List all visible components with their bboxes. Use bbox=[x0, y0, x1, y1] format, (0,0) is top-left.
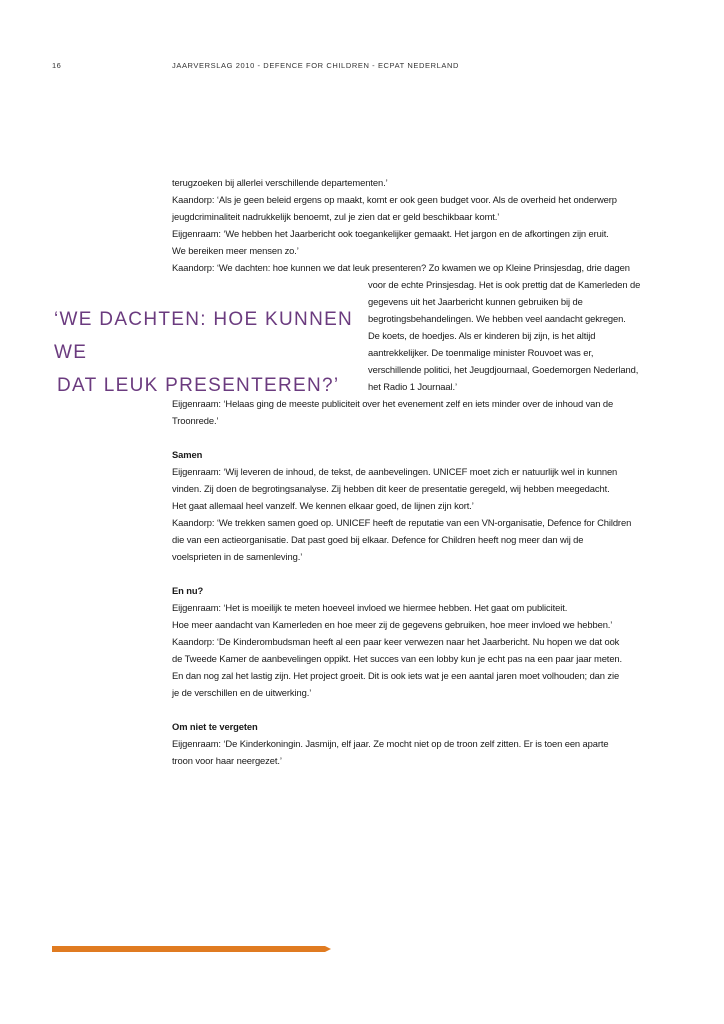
paragraph-line: En dan nog zal het lastig zijn. Het project groeit. Dit is ook iets wat je een aantal jaren moet volhouden; dan zie bbox=[172, 670, 620, 681]
section-samen bbox=[172, 446, 682, 565]
paragraph-line: aantrekkelijker. De toenmalige minister Rouvoet was er, bbox=[368, 347, 594, 358]
paragraph-line: Eijgenraam: ‘De Kinderkoningin. Jasmijn, elf jaar. Ze mocht niet op de troon zelf zitten. Er is toen een aparte bbox=[172, 738, 609, 749]
paragraph-line: die van een actieorganisatie. Dat past goed bij elkaar. Defence for Children heeft nog meer dan wij de bbox=[172, 534, 584, 545]
paragraph-line: gegevens uit het Jaarbericht kunnen gebruiken bij de bbox=[368, 296, 583, 307]
paragraph-line: het Radio 1 Journaal.’ bbox=[368, 381, 458, 392]
page-number: 16 bbox=[52, 61, 62, 70]
paragraph-line: verschillende politici, het Jeugdjournaal, Goedemorgen Nederland, bbox=[368, 364, 639, 375]
intro-text-block bbox=[172, 174, 672, 276]
section-heading: En nu? bbox=[172, 585, 204, 596]
paragraph-line: Eijgenraam: ‘Wij leveren de inhoud, de tekst, de aanbevelingen. UNICEF moet zich er natuurlijk wel in kunnen bbox=[172, 466, 618, 477]
paragraph-line: Kaandorp: ‘Als je geen beleid ergens op maakt, komt er ook geen budget voor. Als de overheid het onderwerp bbox=[172, 194, 617, 205]
section-heading: Samen bbox=[172, 449, 203, 460]
paragraph-line: Eijgenraam: ‘Het is moeilijk te meten hoeveel invloed we hiermee hebben. Het gaat om publiciteit. bbox=[172, 602, 568, 613]
pull-quote-line-2: DAT LEUK PRESENTEREN?’ bbox=[57, 375, 340, 396]
section-heading: Om niet te vergeten bbox=[172, 721, 258, 732]
paragraph-line: jeugdcriminaliteit nadrukkelijk benoemt, zul je zien dat er geld beschikbaar komt.’ bbox=[172, 211, 500, 222]
paragraph-line: Eijgenraam: ‘We hebben het Jaarbericht ook toegankelijker gemaakt. Het jargon en de afkortingen zijn eruit. bbox=[172, 228, 609, 239]
section-en-nu bbox=[172, 582, 682, 701]
paragraph-line: troon voor haar neergezet.’ bbox=[172, 755, 282, 766]
mid-text-block bbox=[368, 276, 678, 395]
paragraph-line: voor de echte Prinsjesdag. Het is ook prettig dat de Kamerleden de bbox=[368, 279, 641, 290]
paragraph-line: Kaandorp: ‘We trekken samen goed op. UNICEF heeft de reputatie van een VN-organisatie, Defence for Children bbox=[172, 517, 632, 528]
paragraph-line: We bereiken meer mensen zo.’ bbox=[172, 245, 299, 256]
paragraph-line: je de verschillen en de uitwerking.’ bbox=[172, 687, 312, 698]
paragraph-line: Het gaat allemaal heel vanzelf. We kennen elkaar goed, de lijnen zijn kort.’ bbox=[172, 500, 474, 511]
paragraph-line: voelsprieten in de samenleving.’ bbox=[172, 551, 303, 562]
paragraph-line: de Tweede Kamer de aanbevelingen oppikt. Het succes van een lobby kun je echt pas na een paar jaar meten. bbox=[172, 653, 623, 664]
running-header: JAARVERSLAG 2010 - DEFENCE FOR CHILDREN - ECPAT NEDERLAND bbox=[172, 61, 460, 70]
section-om-niet-te-vergeten bbox=[172, 718, 682, 769]
footer-accent-bar bbox=[52, 946, 325, 952]
paragraph-line: Eijgenraam: ‘Helaas ging de meeste publiciteit over het evenement zelf en iets minder over de inhoud van de bbox=[172, 398, 614, 409]
paragraph-line: Hoe meer aandacht van Kamerleden en hoe meer zij de gegevens gebruiken, hoe meer invloed we hebben.’ bbox=[172, 619, 613, 630]
paragraph-line: De koets, de hoedjes. Als er kinderen bij zijn, is het altijd bbox=[368, 330, 596, 341]
paragraph-line: Troonrede.’ bbox=[172, 415, 219, 426]
paragraph-line: Kaandorp: ‘We dachten: hoe kunnen we dat leuk presenteren? Zo kwamen we op Kleine Prinsjesdag, drie dagen bbox=[172, 262, 630, 273]
pull-quote-line-1: ‘WE DACHTEN: HOE KUNNEN WE bbox=[54, 309, 354, 363]
paragraph-line: vinden. Zij doen de begrotingsanalyse. Zij hebben dit keer de presentatie geregeld, wij hebben meegedacht. bbox=[172, 483, 610, 494]
pull-quote bbox=[54, 303, 354, 402]
paragraph-line: terugzoeken bij allerlei verschillende departementen.’ bbox=[172, 177, 388, 188]
troonrede-text-block bbox=[172, 395, 672, 429]
paragraph-line: begrotingsbehandelingen. We hebben veel aandacht gekregen. bbox=[368, 313, 626, 324]
paragraph-line: Kaandorp: ‘De Kinderombudsman heeft al een paar keer verwezen naar het Jaarbericht. Nu hopen we dat ook bbox=[172, 636, 620, 647]
